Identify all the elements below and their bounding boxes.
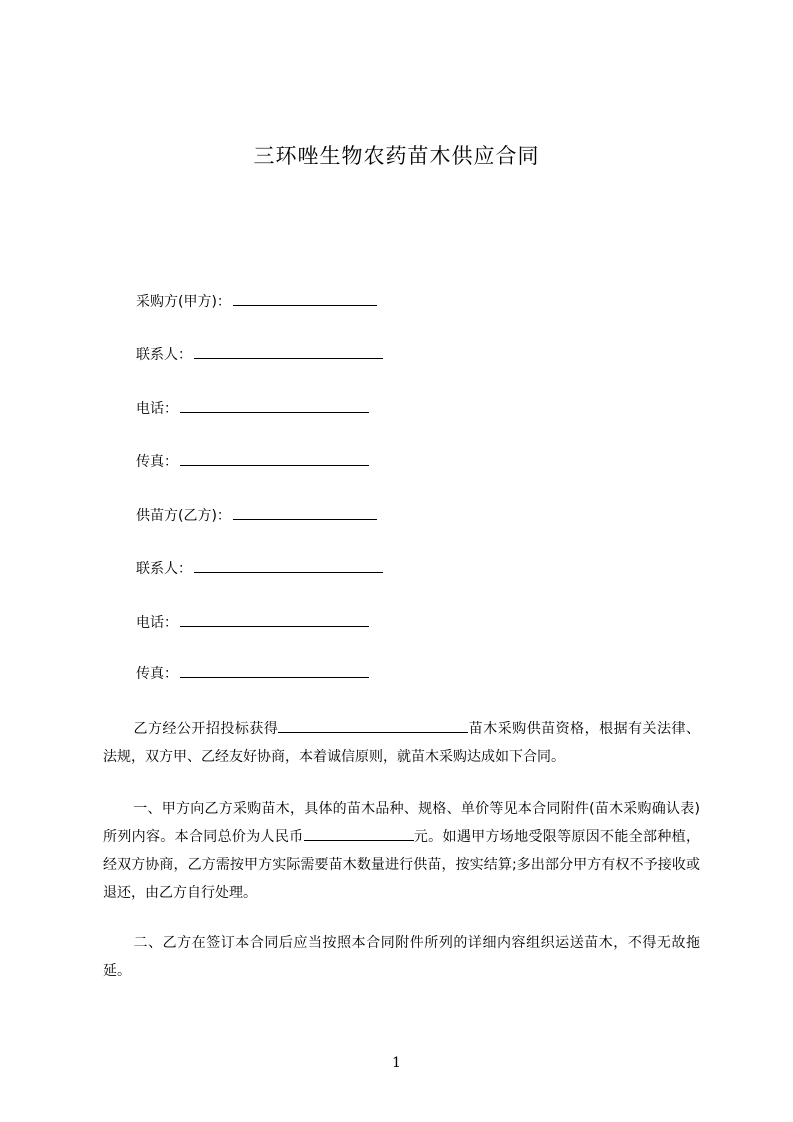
intro-text-b: 苗木采购供苗资格，根据有关法律、法规，双方甲、乙经友好协商，本着诚信原则，就苗木采购达成如下合同。: [103, 721, 700, 765]
buyer-contact-label: 联系人：: [136, 347, 192, 363]
supplier-contact-field: [136, 557, 383, 580]
supplier-label: 供苗方(乙方)：: [136, 508, 231, 524]
buyer-fax-label: 传真：: [136, 454, 178, 470]
buyer-field: [136, 290, 377, 313]
supplier-fax-blank[interactable]: [180, 662, 369, 678]
buyer-contact-blank[interactable]: [194, 343, 383, 359]
supplier-contact-label: 联系人：: [136, 561, 192, 577]
buyer-blank[interactable]: [233, 290, 377, 306]
supplier-phone-label: 电话：: [136, 615, 178, 631]
clause-1-paragraph: [103, 795, 700, 907]
clause-1-text-b: 元。如遇甲方场地受限等原因不能全部种植，经双方协商，乙方需按甲方实际需要苗木数量进行供苗，按实结算;多出部分甲方有权不予接收或退还，由乙方自行处理。: [103, 829, 701, 901]
buyer-fax-field: [136, 450, 369, 473]
supplier-blank[interactable]: [233, 504, 377, 520]
buyer-phone-label: 电话：: [136, 401, 178, 417]
clause-1-text-a: 一、甲方向乙方采购苗木，具体的苗木品种、规格、单价等见本合同附件(苗木采购确认表)所列内容。本合同总价为人民币: [103, 801, 700, 845]
supplier-field: [136, 504, 377, 527]
clause-2-paragraph: [103, 929, 700, 985]
supplier-phone-blank[interactable]: [180, 611, 369, 627]
buyer-fax-blank[interactable]: [180, 450, 369, 466]
project-name-blank[interactable]: [278, 717, 468, 733]
buyer-phone-blank[interactable]: [180, 397, 369, 413]
buyer-contact-field: [136, 343, 383, 366]
total-price-blank[interactable]: [304, 825, 414, 841]
clause-2-text: 二、乙方在签订本合同后应当按照本合同附件所列的详细内容组织运送苗木，不得无故拖延。: [103, 935, 700, 979]
document-title: 三环唑生物农药苗木供应合同: [253, 144, 540, 168]
supplier-fax-label: 传真：: [136, 666, 178, 682]
buyer-phone-field: [136, 397, 369, 420]
supplier-fax-field: [136, 662, 369, 685]
supplier-contact-blank[interactable]: [194, 557, 383, 573]
page-number: 1: [392, 1055, 401, 1071]
intro-text-a: 乙方经公开招投标获得: [133, 721, 279, 737]
supplier-phone-field: [136, 611, 369, 634]
buyer-label: 采购方(甲方)：: [136, 294, 231, 310]
intro-paragraph: [103, 715, 700, 771]
